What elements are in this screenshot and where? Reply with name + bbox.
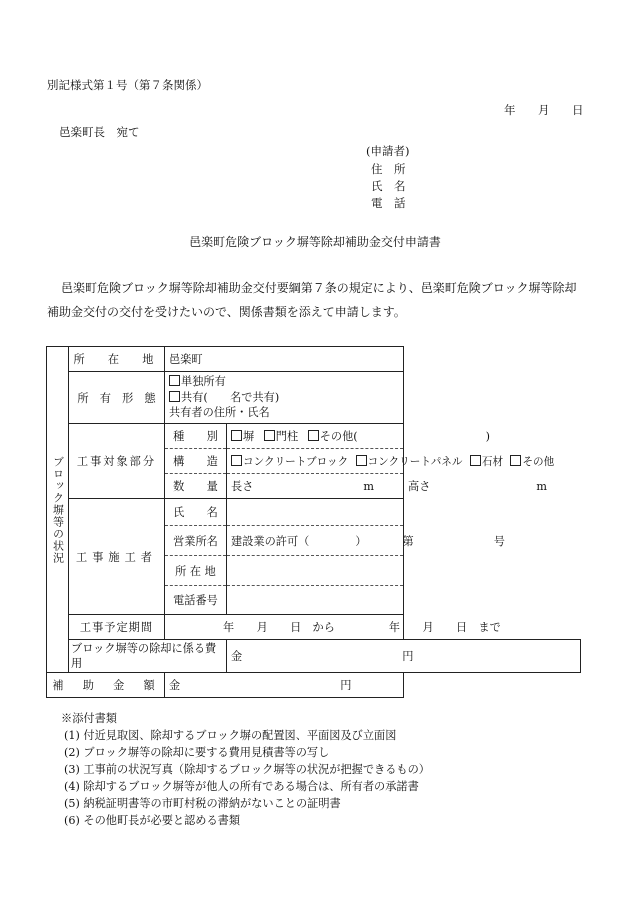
- license-close: ）: [355, 534, 367, 548]
- subsidy-prefix: 金: [169, 679, 181, 692]
- contractor-address-label: 所 在 地: [165, 556, 227, 586]
- schedule-fields: [165, 615, 501, 640]
- license-label: 建設業の許可（: [231, 534, 310, 548]
- ownership-label: 所 有 形 態: [69, 372, 165, 424]
- license-number-prefix: 第: [402, 534, 414, 548]
- date-day-label: 日: [572, 103, 584, 117]
- contractor-phone-field[interactable]: [227, 586, 404, 615]
- structure-option-panel: コンクリートパネル: [367, 455, 463, 468]
- structure-options: [227, 449, 555, 474]
- subsidy-amount-field: [165, 673, 404, 698]
- coowner-label: 共有者の住所・氏名: [169, 406, 270, 420]
- contractor-license-field: [227, 526, 505, 556]
- attachment-item: (5) 納税証明書等の市町村税の滞納がないことの証明書: [64, 797, 341, 810]
- type-wall-checkbox[interactable]: [231, 430, 242, 441]
- contractor-address-field[interactable]: [227, 556, 404, 586]
- applicant-name-label: 氏 名: [371, 179, 406, 193]
- date-month-label: 月: [538, 103, 550, 117]
- type-label: 種 別: [165, 424, 227, 449]
- attachment-item: (2) ブロック塀等の除却に要する費用見積書等の写し: [64, 746, 330, 759]
- schedule-label: 工事予定期間: [69, 615, 165, 640]
- quantity-label: 数 量: [165, 474, 227, 499]
- type-other-close: ): [485, 430, 491, 443]
- contractor-phone-label: 電話番号: [165, 586, 227, 615]
- location-label: 所 在 地: [69, 347, 165, 372]
- work-target-label: 工事対象部分: [69, 424, 165, 499]
- structure-label: 構 造: [165, 449, 227, 474]
- height-unit: m: [536, 480, 547, 493]
- schedule-to: 年 月 日 まで: [388, 621, 501, 634]
- applicant-phone-label: 電 話: [371, 196, 406, 210]
- structure-option-stone: 石材: [481, 455, 504, 468]
- license-number-suffix: 号: [493, 534, 505, 548]
- type-options: [227, 424, 491, 449]
- attachment-item: (6) その他町長が必要と認める書類: [64, 814, 241, 827]
- attachments-heading: ※添付書類: [61, 712, 117, 725]
- structure-block-checkbox[interactable]: [231, 455, 242, 466]
- structure-option-block: コンクリートブロック: [243, 455, 349, 468]
- attachment-item: (1) 付近見取図、除却するブロック塀の配置図、平面図及び立面図: [64, 729, 397, 742]
- type-gatepost-checkbox[interactable]: [264, 430, 275, 441]
- removal-cost-prefix: 金: [231, 650, 243, 663]
- height-label: 高さ: [408, 480, 431, 493]
- form-number-label: 別記様式第１号（第７条関係）: [47, 78, 208, 92]
- structure-option-other: その他: [522, 455, 555, 468]
- contractor-name-field[interactable]: [227, 499, 404, 526]
- applicant-address-label: 住 所: [371, 162, 406, 176]
- ownership-single-checkbox[interactable]: [169, 375, 180, 386]
- block-wall-status-section-label: ブロック塀等の状況: [47, 347, 69, 673]
- contractor-label: 工事施工者: [69, 499, 165, 615]
- structure-panel-checkbox[interactable]: [356, 455, 367, 466]
- length-unit: m: [363, 480, 374, 493]
- structure-other-checkbox[interactable]: [510, 455, 521, 466]
- quantity-fields: [227, 474, 547, 499]
- applicant-heading: (申請者): [366, 144, 410, 158]
- addressee: 邑楽町長 宛て: [59, 125, 140, 139]
- contractor-name-label: 氏 名: [165, 499, 227, 526]
- structure-stone-checkbox[interactable]: [470, 455, 481, 466]
- date-year-label: 年: [504, 103, 516, 117]
- removal-cost-field: [227, 640, 581, 673]
- removal-cost-label: ブロック塀等の除却に係る費用: [69, 640, 227, 673]
- location-value: 邑楽町: [165, 347, 404, 372]
- type-option-other: その他(: [319, 430, 358, 443]
- schedule-from: 年 月 日 から: [223, 621, 335, 634]
- ownership-shared-checkbox[interactable]: [169, 391, 180, 402]
- subsidy-unit: 円: [340, 679, 352, 692]
- type-option-wall: 塀: [243, 430, 255, 443]
- application-statement: 邑楽町危険ブロック塀等除却補助金交付要綱第７条の規定により、邑楽町危険ブロック塀等除却補助金交付の交付を受けたいので、関係書類を添えて申請します。: [47, 281, 577, 319]
- subsidy-amount-label: 補 助 金 額: [47, 673, 165, 698]
- ownership-options: [165, 372, 404, 424]
- application-form-table: [46, 346, 581, 698]
- contractor-office-label: 営業所名: [165, 526, 227, 556]
- type-option-gatepost: 門柱: [275, 430, 299, 443]
- type-other-checkbox[interactable]: [308, 430, 319, 441]
- page-title: 邑楽町危険ブロック塀等除却補助金交付申請書: [189, 235, 441, 249]
- attachment-item: (4) 除却するブロック塀等が他人の所有である場合は、所有者の承諾書: [64, 780, 419, 793]
- ownership-single-label: 単独所有: [181, 375, 226, 389]
- removal-cost-unit: 円: [402, 650, 414, 663]
- length-label: 長さ: [231, 480, 254, 493]
- ownership-shared-label: 共有( 名で共有): [181, 390, 280, 404]
- attachment-item: (3) 工事前の状況写真（除却するブロック塀等の状況が把握できるもの）: [64, 763, 430, 776]
